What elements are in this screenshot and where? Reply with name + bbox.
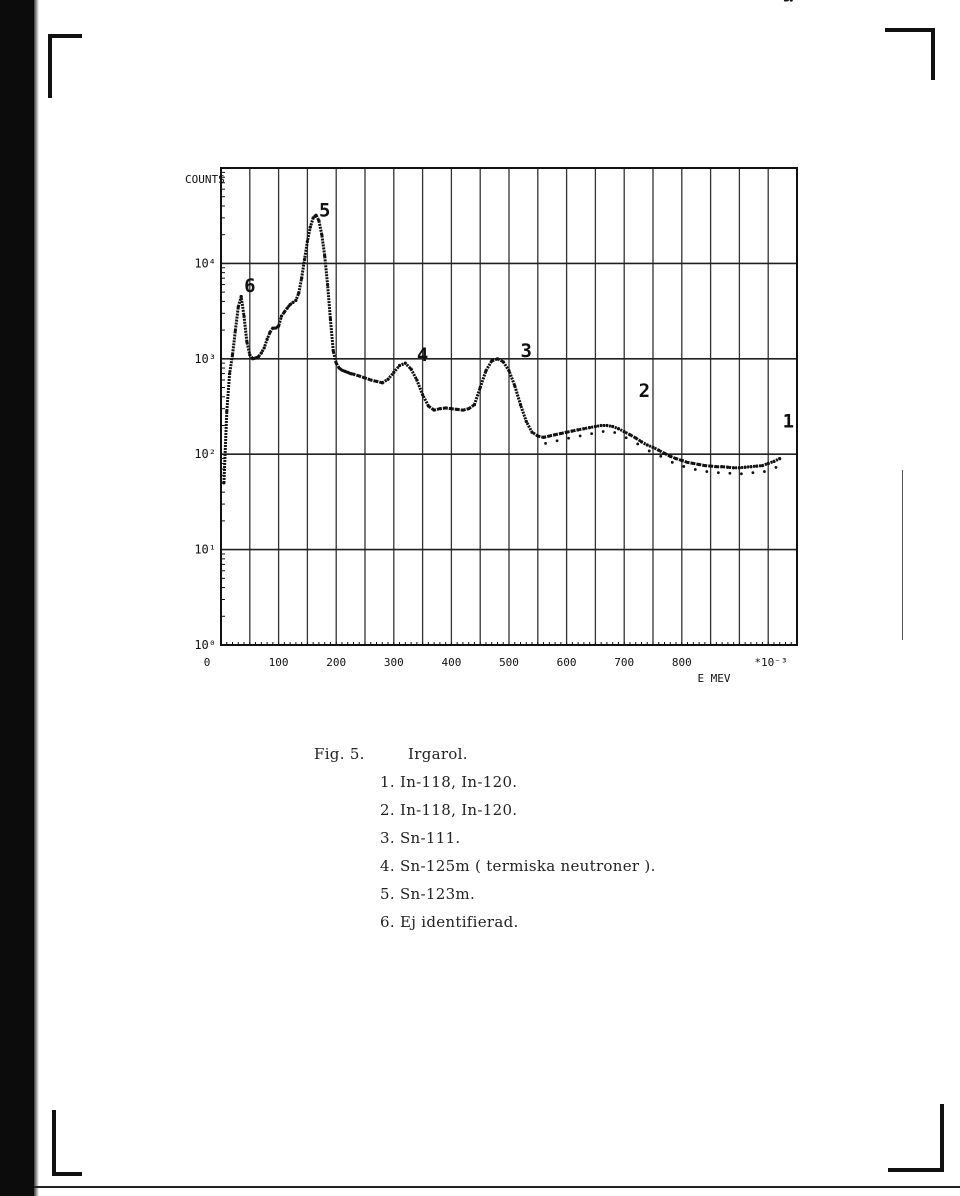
spectrum-point xyxy=(349,372,352,375)
peak-label-6: 6 xyxy=(244,275,256,298)
spectrum-point xyxy=(594,425,597,428)
spectrum-point xyxy=(778,457,781,460)
spectrum-point xyxy=(352,373,355,376)
spectrum-point xyxy=(513,384,516,387)
spectrum-point xyxy=(271,326,274,329)
spectrum-point xyxy=(763,470,766,473)
spectrum-point xyxy=(312,216,315,219)
spectrum-point xyxy=(484,369,487,372)
spectrum-point xyxy=(329,318,332,321)
y-tick-label: 10⁴ xyxy=(194,256,216,271)
spectrum-point xyxy=(740,472,743,475)
spectrum-point xyxy=(715,465,718,468)
spectrum-point xyxy=(257,355,260,358)
x-tick-label: 400 xyxy=(441,656,462,669)
spectrum-point xyxy=(392,371,395,374)
spectrum-point xyxy=(525,420,528,423)
x-tick-label: 600 xyxy=(556,656,577,669)
spectrum-point xyxy=(577,428,580,431)
spectrum-point xyxy=(703,464,706,467)
x-tick-label: 700 xyxy=(614,656,635,669)
spectrum-point xyxy=(728,472,731,475)
spectrum-point xyxy=(671,461,674,464)
spectrum-point xyxy=(386,378,389,381)
spectrum-point xyxy=(303,258,306,261)
spectrum-point xyxy=(456,408,459,411)
spectrum-point xyxy=(254,356,257,359)
spectrum-point xyxy=(613,431,616,434)
spectrum-point xyxy=(686,461,689,464)
spectrum-point xyxy=(228,372,231,375)
spectrum-point xyxy=(752,471,755,474)
spectrum-point xyxy=(559,432,562,435)
spectrum-point xyxy=(286,306,289,309)
caption-title: Irgarol. xyxy=(408,745,468,763)
peak-label-4: 4 xyxy=(416,343,429,366)
spectrum-point xyxy=(602,430,605,433)
peak-label-2: 2 xyxy=(638,379,651,402)
spectrum-point xyxy=(565,431,568,434)
spectrum-point xyxy=(530,431,533,434)
spectrum-point xyxy=(628,433,631,436)
spectrum-point xyxy=(265,338,268,341)
spectrum-point xyxy=(225,410,228,413)
spectrum-point xyxy=(697,463,700,466)
caption-item-2: 2. In-118, In-120. xyxy=(380,801,518,819)
spectrum-point xyxy=(461,408,464,411)
x-tick-label: 300 xyxy=(383,656,404,669)
spectrum-point xyxy=(306,240,309,243)
spectrum-point xyxy=(268,331,271,334)
spectrum-point xyxy=(611,425,614,428)
spectrum-point xyxy=(450,407,453,410)
spectrum-point xyxy=(490,359,493,362)
spectrum-point xyxy=(479,386,482,389)
spectrum-point xyxy=(398,364,401,367)
caption-item-6: 6. Ej identifierad. xyxy=(380,913,519,931)
spectrum-point xyxy=(761,464,764,467)
spectrum-point xyxy=(663,452,666,455)
peak-label-5: 5 xyxy=(318,199,331,222)
spectrum-point xyxy=(775,466,778,469)
spectrum-point xyxy=(326,283,329,286)
spectrum-point xyxy=(519,403,522,406)
x-tick-label: 800 xyxy=(671,656,692,669)
spectrum-point xyxy=(404,362,407,365)
spectrum-point xyxy=(502,360,505,363)
y-tick-label: 10¹ xyxy=(194,542,216,557)
spectrum-point xyxy=(242,315,245,318)
spectrum-point xyxy=(646,443,649,446)
spectrum-point xyxy=(496,357,499,360)
x-multiplier-label: *10⁻³ xyxy=(754,656,788,669)
spectrum-point xyxy=(237,305,240,308)
spectrum-point xyxy=(709,465,712,468)
spectrum-point xyxy=(323,254,326,257)
peak-label-1: 1 xyxy=(782,410,795,433)
spectrum-point xyxy=(625,436,628,439)
spectrum-point xyxy=(231,353,234,356)
y-axis-label: COUNTS xyxy=(185,173,225,186)
spectrum-point xyxy=(682,465,685,468)
spectrum-point xyxy=(332,350,335,353)
peak-label-3: 3 xyxy=(520,339,533,362)
caption-item-4: 4. Sn-125m ( termiska neutroner ). xyxy=(380,857,656,875)
spectrum-point xyxy=(335,362,338,365)
spectrum-point xyxy=(234,328,237,331)
x-tick-label: 0 xyxy=(203,656,211,669)
spectrum-point xyxy=(651,446,654,449)
spectrum-point xyxy=(674,457,677,460)
spectrum-point xyxy=(375,380,378,383)
spectrum-point xyxy=(579,434,582,437)
spectrum-point xyxy=(694,468,697,471)
spectrum-point xyxy=(567,437,570,440)
spectrum-point xyxy=(248,353,251,356)
y-tick-label: 10⁰ xyxy=(194,638,216,652)
spectrum-point xyxy=(590,432,593,435)
x-tick-label: 500 xyxy=(499,656,519,669)
spectrum-point xyxy=(623,430,626,433)
spectrum-point xyxy=(556,439,559,442)
spectrum-point xyxy=(363,376,366,379)
spectrum-point xyxy=(280,315,283,318)
spectrum-point xyxy=(542,436,545,439)
x-tick-label: 100 xyxy=(268,656,289,669)
spectrum-point xyxy=(467,407,470,410)
spectrum-point xyxy=(277,325,280,328)
spectrum-point xyxy=(717,471,720,474)
spectrum-point xyxy=(571,429,574,432)
spectrum-point xyxy=(415,378,418,381)
spectrum-point xyxy=(283,310,286,313)
spectrum-point xyxy=(636,443,639,446)
spectrum-point xyxy=(744,466,747,469)
spectrum-point xyxy=(582,427,585,430)
x-tick-label: 200 xyxy=(326,656,347,669)
spectrum-point xyxy=(314,214,317,217)
spectrum-point xyxy=(263,346,266,349)
spectrum-point xyxy=(421,393,424,396)
spectrum-point xyxy=(634,436,637,439)
spectrum-point xyxy=(433,408,436,411)
spectrum-point xyxy=(300,277,303,280)
spectrum-point xyxy=(438,407,441,410)
spectrum-point xyxy=(297,291,300,294)
spectrum-point xyxy=(680,459,683,462)
spectrum-point xyxy=(553,433,556,436)
spectrum-point xyxy=(738,466,741,469)
spectrum-point xyxy=(409,367,412,370)
spectrum-point xyxy=(369,378,372,381)
spectrum-point xyxy=(544,442,547,445)
spectrum-point xyxy=(320,233,323,236)
caption-item-5: 5. Sn-123m. xyxy=(380,885,476,903)
spectrum-point xyxy=(755,465,758,468)
caption-item-3: 3. Sn-111. xyxy=(380,829,461,847)
spectrum-point xyxy=(588,426,591,429)
spectrum-point xyxy=(444,406,447,409)
spectrum-point xyxy=(358,374,361,377)
spectrum-point xyxy=(427,404,430,407)
spectrum-point xyxy=(721,465,724,468)
spectrum-point xyxy=(640,440,643,443)
spectrum-point xyxy=(240,295,243,298)
spectrum-point xyxy=(600,424,603,427)
spectrum-point xyxy=(692,462,695,465)
spectrum-point xyxy=(346,371,349,374)
spectrum-point xyxy=(726,466,729,469)
y-tick-label: 10² xyxy=(194,447,216,462)
spectrum-point xyxy=(767,462,770,465)
spectrum-point xyxy=(222,481,225,484)
spectrum-point xyxy=(309,226,312,229)
y-tick-label: 10³ xyxy=(194,351,216,366)
spectrum-point xyxy=(274,326,277,329)
spectrum-point xyxy=(749,465,752,468)
spectrum-point xyxy=(705,470,708,473)
spectrum-point xyxy=(340,369,343,372)
spectrum-point xyxy=(260,351,263,354)
spectrum-point xyxy=(617,427,620,430)
spectrum-point xyxy=(659,455,662,458)
spectrum-point xyxy=(648,450,651,453)
caption-item-1: 1. In-118, In-120. xyxy=(380,773,518,791)
spectrum-point xyxy=(507,369,510,372)
spectrum-point xyxy=(605,424,608,427)
spectrum-point xyxy=(381,381,384,384)
spectrum-point xyxy=(289,303,292,306)
spectrum-point xyxy=(772,460,775,463)
spectrum-point xyxy=(473,403,476,406)
x-axis-label: E MEV xyxy=(697,672,731,685)
spectrum-point xyxy=(251,357,254,360)
spectrum-point xyxy=(343,370,346,373)
spectrum-point xyxy=(245,340,248,343)
spectrum-point xyxy=(536,434,539,437)
spectrum-point xyxy=(337,366,340,369)
spectrum-point xyxy=(732,466,735,469)
spectrum-point xyxy=(669,455,672,458)
spectrum-point xyxy=(657,449,660,452)
spectrum-point xyxy=(548,434,551,437)
caption-fig-label: Fig. 5. xyxy=(314,745,365,763)
spectrum-point xyxy=(790,0,793,2)
spectrum-point xyxy=(291,301,294,304)
spectrum-point xyxy=(294,299,297,302)
